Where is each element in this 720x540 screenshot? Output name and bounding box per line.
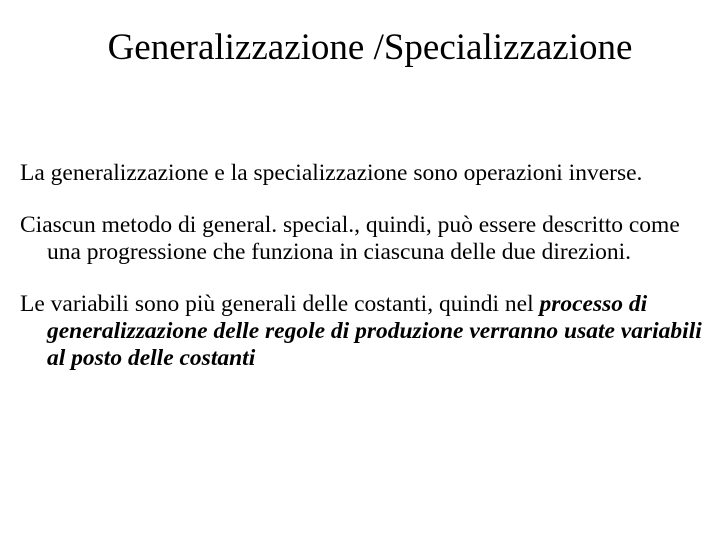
slide-title: Generalizzazione /Specializzazione: [107, 27, 633, 68]
paragraph-variables-plain-text: Le variabili sono più generali delle costanti, quindi nel: [20, 291, 540, 317]
slide-body: [20, 160, 710, 372]
paragraph-inverse-operations: La generalizzazione e la specializzazione sono operazioni inverse.: [20, 160, 643, 186]
paragraph-variables: [20, 291, 710, 372]
paragraph-progression: Ciascun metodo di general. special., quindi, può essere descritto come una progressione che funziona in ciascuna delle due direzioni.: [20, 212, 680, 265]
paragraph-variables-emphasis-text: processo di generalizzazione delle regole di produzione verranno usate variabili al posto delle costanti: [47, 291, 702, 371]
